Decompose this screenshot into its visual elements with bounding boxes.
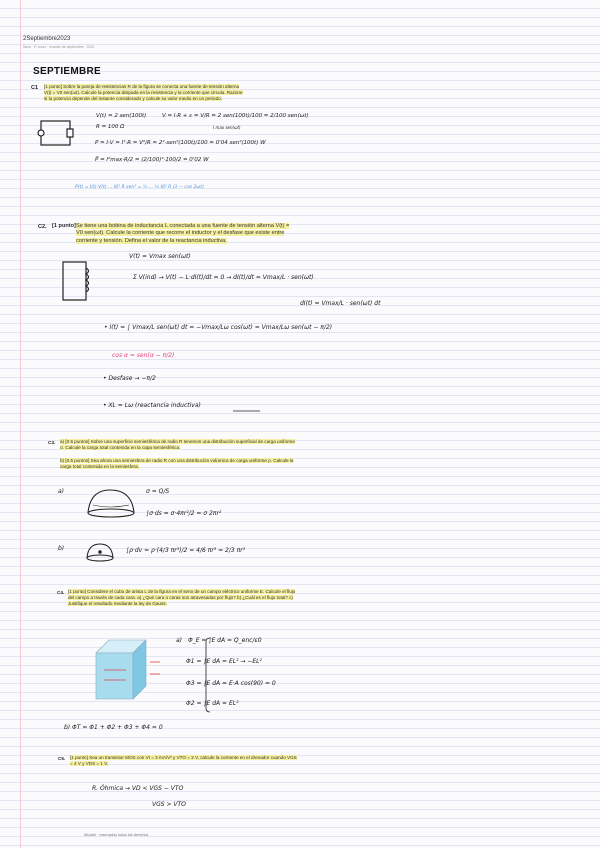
q2-points: [1 punto]: [52, 223, 76, 229]
q1-number: C1: [31, 85, 39, 91]
section-title: SEPTIEMBRE: [33, 66, 102, 77]
q2-hw-di: dI(t) = Vmax/L · sen(ωt) dt: [300, 300, 381, 307]
q3-hemisphere-a: [88, 490, 134, 517]
q3-hw-b1: ∫ρ·dv = ρ·(4/3 πr³)/2 = 4/6 πr³ = 2/3 πr³: [126, 547, 246, 554]
q3-hemisphere-b: [87, 544, 113, 561]
q2-hw-phase: • Desfase → −π/2: [103, 375, 156, 382]
q2-statement: Se tiene una bobina de inductancia L conectada a una fuente de tensión alterna V(t) = V0 sen(ωt). Calcule la corriente que recorre el inductor y el desfase que existe entre corriente y tensión. Defina el valor de la reactancia inductiva.: [76, 223, 290, 244]
q4-cube-figure: [96, 640, 160, 699]
q3-hw-b-label: b): [58, 545, 65, 552]
q4-hw-total-flux: b) ΦT = Φ1 + Φ2 + Φ3 + Φ4 = 0: [64, 724, 163, 731]
q1-hw-mean-power: P̄ = I²max·R/2 = (2/100)²·100/2 = 0'02 W: [95, 157, 209, 163]
q2-hw-identity: cos α = sen(α − π/2): [112, 352, 175, 359]
header-subtitle: fisica · 2º curso · examen de septiembre · 2023: [23, 45, 95, 49]
q3-number: C3.: [48, 440, 56, 445]
q1-small-tag: I max sen(ωt): [213, 125, 241, 130]
q4-number: C4.: [57, 590, 65, 595]
q3-hw-a2: ∫σ·ds = σ·4πr²/2 = σ 2πr²: [146, 510, 222, 517]
q2-hw-reactance: • XL = Lω (reactancia inductiva): [103, 402, 201, 409]
page-footer: Wuolah · reservados todos los derechos: [84, 833, 149, 837]
q4-hw-a-label: a): [176, 637, 183, 644]
q5-hw-ohmic: R. Óhmica → VD < VGS − VTO: [92, 785, 184, 792]
q1-hw-power: P = I·V = I²·R = V²/R = 2²·sen²(100t)/100 = 0'04 sen²(100t) W: [95, 140, 266, 146]
q4-hw-flux1: Φ1 = ∫E dA = EL² → −EL²: [186, 658, 262, 665]
q5-statement: [1 punto] Sea un transistor MOS con Vt = 3 mA/V² y VTO = 2 V, calcule la corriente en el drenador cuando VGS = 4 V y VDS = 1 V.: [70, 755, 297, 767]
q5-hw-vgs: VGS > VTO: [152, 801, 186, 808]
q1-hw-v: V(t) = 2 sen(100t): [96, 113, 147, 119]
q3-statement-a: a) [0.5 puntos] Sobre una superficie semiesférica de radio R tenemos una distribución superficial de carga uniforme σ. Calcule la carga total contenida en la capa semiesférica.: [60, 439, 295, 451]
q2-hw-v: V(t) = Vmax sen(ωt): [129, 253, 191, 260]
q2-hw-kirchhoff: Σ V(ind) → V(t) − L·dI(t)/dt = 0 → dI(t)/dt = Vmax/L · sen(ωt): [133, 274, 314, 281]
q4-hw-flux-def: Φ_E = ∫E dA = Q_enc/ε0: [188, 637, 262, 644]
q2-hw-current: • I(t) = ∫ Vmax/L sen(ωt) dt = −Vmax/Lω cos(ωt) = Vmax/Lω sen(ωt − π/2): [104, 324, 333, 331]
q1-circuit-diagram: [38, 121, 73, 145]
q1-statement: [1 punto] Sobre la pareja de resistencias R de la figura se conecta una fuente de tensión alterna V(t) = V0 sen(ωt). Calcule la potencia disipada en la resistencia y la corriente que circula. Razone si la potencia depende del instante considerado y calcule su valor medio en un periodo.: [44, 84, 243, 102]
header-title: 2Septiembre2023: [23, 36, 71, 42]
q5-number: C5.: [58, 756, 66, 761]
q2-number: C2.: [38, 224, 47, 230]
q1-hw-r: R = 100 Ω: [96, 124, 125, 130]
q3-statement-b: b) [0.5 puntos] Sea ahora una semiesfera de radio R con una distribución volúmica de carga uniforme ρ. Calcule la carga total contenida en la semiesfera.: [60, 458, 294, 470]
q4-hw-flux3: Φ3 = ∫E dA = E·A cos(90) = 0: [186, 680, 276, 687]
q4-statement: [1 punto] Considere el cubo de arista L de la figura en el seno de un campo eléctrico uniforme E. Calcule el flujo del campo a través de cada cara. a) ¿Qué cara o caras son atravesadas por flujo? b) ¿Cuál es el flujo total? c) Justifique el resultado mediante la ley de Gauss.: [68, 589, 296, 607]
q1-hw-current: V = I·R + ε = V/R = 2 sen(100t)/100 = 2/100 sen(ωt): [162, 113, 309, 119]
q4-hw-flux2: Φ2 = ∫E dA = EL²: [186, 700, 239, 707]
q3-hw-a1: σ = Q/S: [146, 488, 170, 495]
q1-blue-note: P(t) = I(t)·V(t) ... I0² R sen² = ½ ... ½ I0² R (1 − cos 2ωt): [75, 185, 204, 190]
q2-inductor-circuit: [63, 262, 89, 300]
q3-hw-a-label: a): [58, 488, 65, 495]
